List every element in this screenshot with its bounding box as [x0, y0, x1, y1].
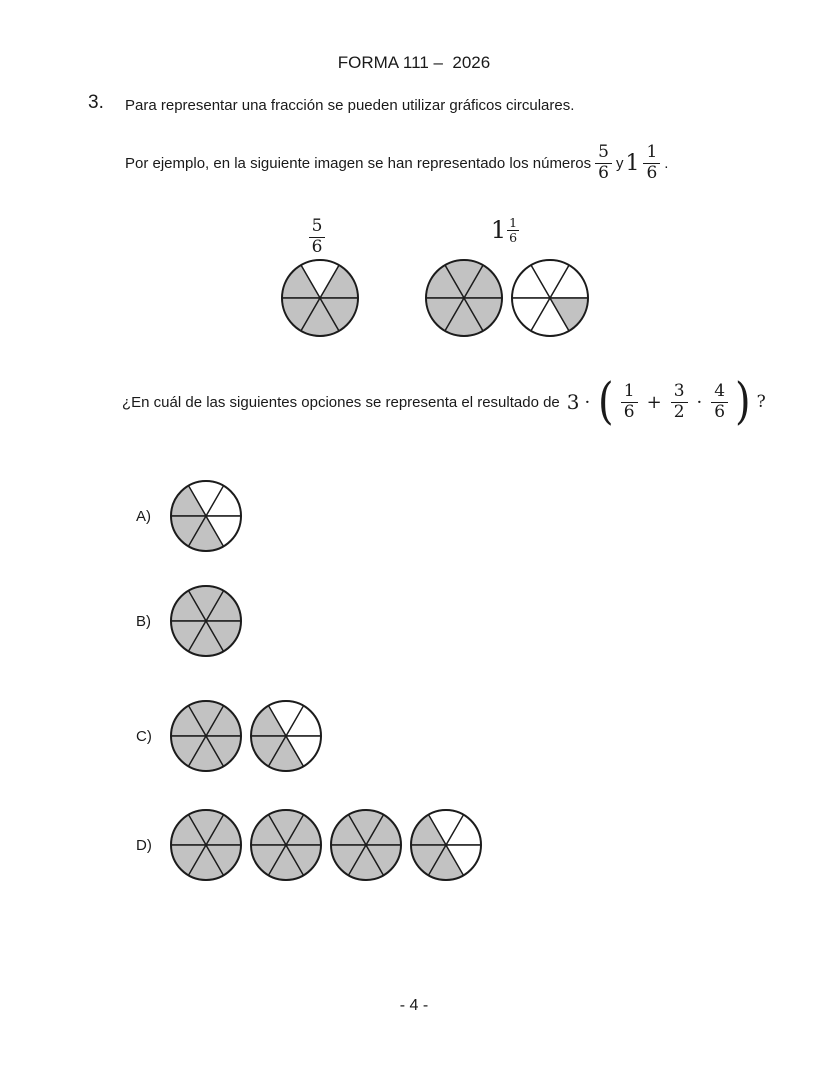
option-row-a: [136, 479, 243, 553]
example-sentence-period: .: [664, 154, 669, 172]
five-sixths-shaded-circle: [280, 258, 360, 338]
figure-fraction-5-6: $\frac{5}{6}$: [309, 217, 326, 257]
question-prompt: [122, 371, 766, 433]
option-row-b: [136, 584, 243, 658]
math-times-operator-2: ·: [696, 391, 703, 413]
option-d-circles: [169, 808, 483, 882]
three-sixths-shaded-circle: [169, 479, 243, 553]
figure-label-5-6: [295, 217, 339, 257]
figure-fraction-1-6: $\frac{1}{6}$: [509, 215, 518, 245]
figure-label-1-1-6: 1 $\frac{1}{6}$: [490, 215, 518, 245]
option-row-c: [136, 699, 323, 773]
form-header: FORMA 111 – 2026: [337, 53, 491, 72]
fully-shaded-circle: [249, 808, 323, 882]
three-sixths-shaded-circle: [409, 808, 483, 882]
inline-mixed-number-1-1-6: 1 $\frac{1}{6}$: [625, 143, 664, 183]
fully-shaded-circle: [169, 699, 243, 773]
three-sixths-shaded-circle: [249, 699, 323, 773]
math-close-paren: ): [735, 372, 751, 431]
math-times-operator: ·: [584, 391, 591, 413]
fully-shaded-circle: [169, 808, 243, 882]
option-c-label: C): [136, 727, 152, 745]
math-coefficient: 3: [566, 390, 580, 414]
math-fraction-4-6: $\frac{4}{6}$: [711, 382, 728, 422]
question-prompt-text: ¿En cuál de las siguientes opciones se representa el resultado de: [122, 393, 560, 411]
fully-shaded-circle: [424, 258, 504, 338]
figure-circle-group-1-1-6: [424, 258, 590, 338]
fully-shaded-circle: [329, 808, 403, 882]
math-fraction-3-2: $\frac{3}{2}$: [671, 382, 688, 422]
option-a-label: A): [136, 507, 151, 525]
inline-fraction-5-6: $\frac{5}{6}$: [595, 143, 612, 183]
math-plus-operator: +: [646, 391, 662, 413]
fully-shaded-circle: [169, 584, 243, 658]
inline-fraction-1-6: $\frac{1}{6}$: [643, 143, 660, 183]
question-intro-text: Para representar una fracción se pueden utilizar gráficos circulares.: [125, 97, 575, 114]
question-number: 3.: [88, 92, 104, 113]
math-question-mark: ?: [756, 392, 766, 412]
option-b-label: B): [136, 612, 151, 630]
example-sentence-prefix: Por ejemplo, en la siguiente imagen se han representado los números: [125, 154, 592, 172]
option-a-circles: [169, 479, 243, 553]
math-fraction-1-6: $\frac{1}{6}$: [621, 382, 638, 422]
example-sentence-conjunction: y: [615, 154, 624, 172]
page-number: - 4 -: [399, 997, 429, 1014]
math-open-paren: (: [598, 372, 614, 431]
example-sentence: [125, 139, 668, 187]
option-row-d: [136, 808, 483, 882]
option-b-circles: [169, 584, 243, 658]
question-math-expression: [566, 372, 766, 431]
one-sixth-shaded-circle: [510, 258, 590, 338]
option-c-circles: [169, 699, 323, 773]
figure-circle-group-5-6: [280, 258, 360, 338]
option-d-label: D): [136, 836, 152, 854]
